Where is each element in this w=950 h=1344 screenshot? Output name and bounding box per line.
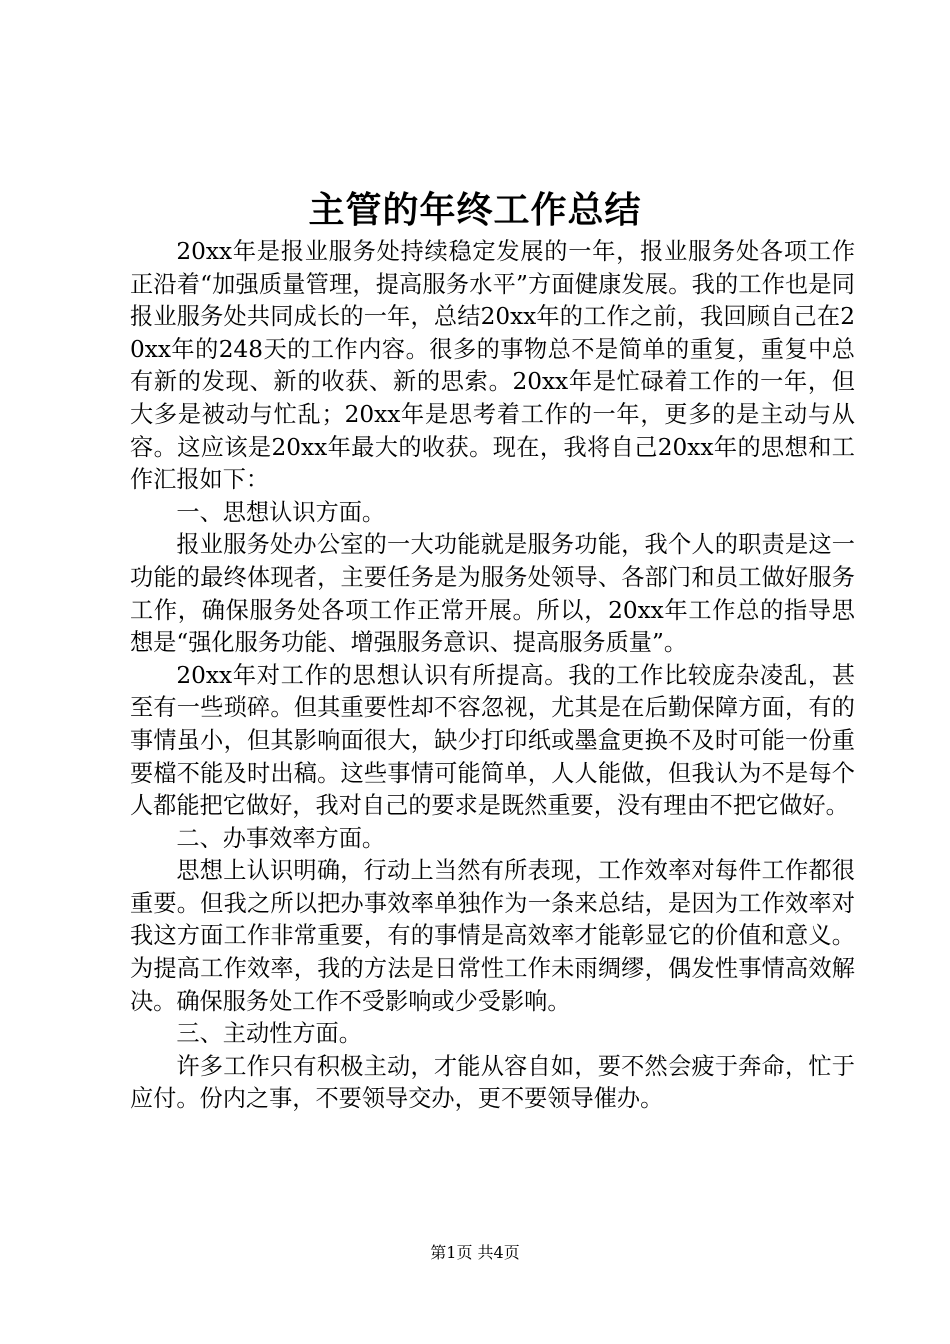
document-title: 主管的年终工作总结 — [308, 189, 642, 231]
paragraph-intro: 20xx年是报业服务处持续稳定发展的一年，报业服务处各项工作正沿着“加强质量管理，提高服务水平”方面健康发展。我的工作也是同报业服务处共同成长的一年，总结20xx年的工作之前，我回顾自己在20xx年的248天的工作内容。很多的事物总不是简单的重复，重复中总有新的发现、新的收获、新的思索。20xx年是忙碌着工作的一年，但大多是被动与忙乱；20xx年是思考着工作的一年，更多的是主动与从容。这应该是20xx年最大的收获。现在，我将自己20xx年的思想和工作汇报如下： — [130, 238, 855, 494]
paragraph-initiative: 许多工作只有积极主动，才能从容自如，要不然会疲于奔命，忙于应付。份内之事，不要领导交办，更不要领导催办。 — [130, 1052, 855, 1113]
page-footer: 第1页 共4页 — [430, 1243, 520, 1262]
paragraph-efficiency: 思想上认识明确，行动上当然有所表现，工作效率对每件工作都很重要。但我之所以把办事效率单独作为一条来总结，是因为工作效率对我这方面工作非常重要，有的事情是高效率才能彰显它的价值和意义。为提高工作效率，我的方法是日常性工作未雨绸缪，偶发性事情高效解决。确保服务处工作不受影响或少受影响。 — [130, 857, 855, 1015]
section-heading-thinking: 一、思想认识方面。 — [176, 498, 386, 526]
section-heading-efficiency: 二、办事效率方面。 — [176, 824, 386, 852]
section-heading-initiative: 三、主动性方面。 — [176, 1020, 362, 1048]
paragraph-service-function: 报业服务处办公室的一大功能就是服务功能，我个人的职责是这一功能的最终体现者，主要任务是为服务处领导、各部门和员工做好服务工作，确保服务处各项工作正常开展。所以，20xx年工作总的指导思想是“强化服务功能、增强服务意识、提高服务质量”。 — [130, 531, 855, 657]
document-body — [130, 236, 855, 1116]
paragraph-awareness: 20xx年对工作的思想认识有所提高。我的工作比较庞杂凌乱，甚至有一些琐碎。但其重要性却不容忽视，尤其是在后勤保障方面，有的事情虽小，但其影响面很大，缺少打印纸或墨盒更换不及时可能一份重要檔不能及时出稿。这些事情可能简单，人人能做，但我认为不是每个人都能把它做好，我对自己的要求是既然重要，没有理由不把它做好。 — [130, 661, 855, 820]
